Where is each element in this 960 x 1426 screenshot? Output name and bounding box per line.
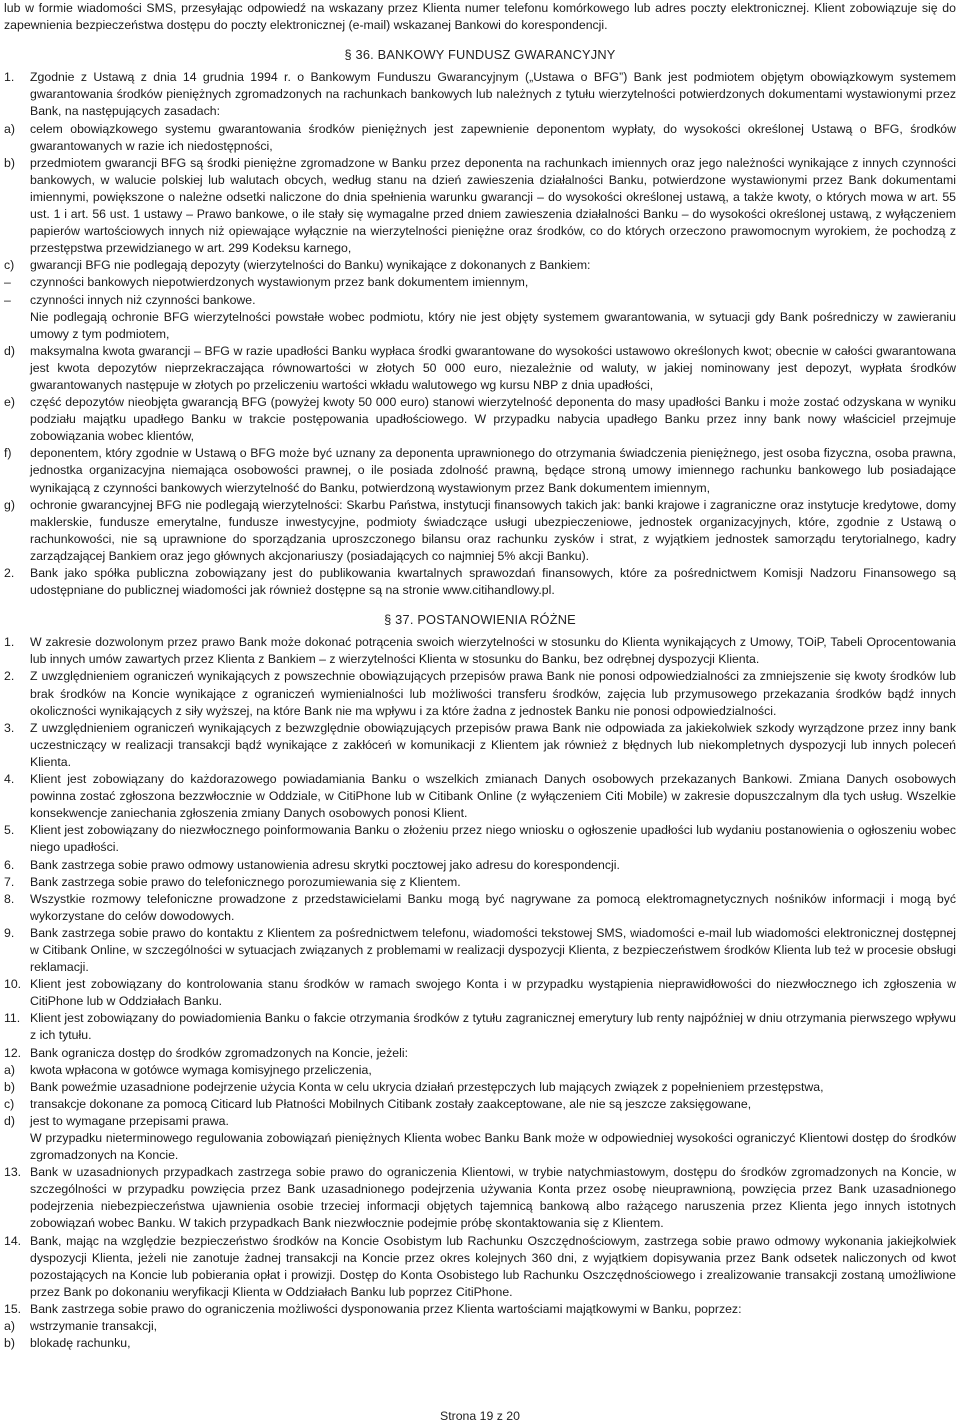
sub-text: gwarancji BFG nie podlegają depozyty (wierzytelności do Banku) wynikające z dokonanych z Bankiem: bbox=[30, 258, 591, 273]
item-number: 12. bbox=[4, 1045, 22, 1060]
s37-item-12 bbox=[4, 1045, 956, 1062]
item-text: Bank zastrzega sobie prawo do ograniczenia możliwości dysponowania przez Klienta wartościami majątkowymi w Banku, poprzez: bbox=[30, 1301, 742, 1316]
item-number: 5. bbox=[4, 823, 15, 838]
item-text: Wszystkie rozmowy telefoniczne prowadzone z przedstawicielami Banku mogą być nagrywane za pomocą elektromagnetycznych nośników informacji i mogą być wykorzystane do celów dowodowych. bbox=[30, 891, 956, 923]
item-text: Bank zastrzega sobie prawo do kontaktu z Klientem za pośrednictwem telefonu, wiadomości tekstowej SMS, wiadomości e-mail lub wiadomości elektronicznej dostępnej w Citibank Online, w szczególności w sytuacjach związanych z problemami w realizacji dyspozycji Klienta, z bezpieczeństwem środków Klienta lub też w procesie obsługi reklamacji. bbox=[30, 925, 956, 975]
sub-letter: a) bbox=[4, 1319, 15, 1334]
item-text: Bank zastrzega sobie prawo odmowy ustanowienia adresu skrytki pocztowej jako adresu do korespondencji. bbox=[30, 857, 620, 872]
section-37-title: § 37. POSTANOWIENIA RÓŻNE bbox=[384, 612, 576, 628]
item-text: Z uwzględnieniem ograniczeń wynikających z bezwzględnie obowiązujących przepisów prawa Bank nie odpowiada za jakiekolwiek szkody wyrządzone przez inny bank uczestniczący w realizacji transakcji bądź wynikające z zakłóceń w komunikacji z Klientem jak również z błędnych lub niekompletnych dyspozycji lub innych poleceń Klienta. bbox=[30, 720, 956, 769]
sub-item bbox=[4, 1318, 956, 1335]
sub-item bbox=[4, 1113, 956, 1130]
dash-bullet: – bbox=[4, 275, 11, 290]
list-item bbox=[4, 634, 956, 668]
sub-letter: d) bbox=[4, 1113, 15, 1128]
sub-text: maksymalna kwota gwarancji – BFG w razie upadłości Banku wypłaca środki gwarantowane do wysokości ustawowo określonych kwot; obecnie w całości gwarantowana jest kwota depozytów nieprzekraczająca równowartości w złotych 50 000 euro, niezależnie od waluty, w jakiej nominowany jest depozyt, wypłata środków gwarantowanych następuje w złotych po przeliczeniu wartości wkładu walutowego wg kursu NBP z dnia upadłości, bbox=[30, 343, 956, 392]
item-text: Bank, mając na względzie bezpieczeństwo środków na Koncie Osobistym lub Rachunku Oszczędnościowym, zastrzega sobie prawo odmowy wykonania jakiejkolwiek dyspozycji Klienta, jeżeli nie zanotuje żadnej transakcji na Koncie przez okres kolejnych 360 dni, z wyjątkiem dopisywania przez Bank odsetek naliczonych od kwot pozostających na Koncie lub pobierania opłat i prowizji. Dostęp do Konta Osobistego lub Rachunku Oszczędnościowego i zrealizowanie transakcji zostaną umożliwione przez Bank po dokonaniu weryfikacji Klienta w Oddziałach Banku lub poprzez CitiPhone. bbox=[30, 1233, 956, 1299]
sub-text: deponentem, który zgodnie w Ustawą o BFG może być uznany za deponenta uprawnionego do otrzymania świadczenia pieniężnego, jest osoba fizyczna, osoba prawna, jednostka organizacyjna niemająca osobowości prawnej, o ile posiada zdolność prawną, będące stroną umowy imiennego rachunku bankowego lub posiadające wynikającą z czynności bankowych wierzytelność do Banku, potwierdzoną wystawionym przez Bank dokumentem imiennym, bbox=[30, 446, 956, 495]
list-item bbox=[4, 822, 956, 856]
item-number: 11. bbox=[4, 1011, 21, 1026]
s36-sub-d bbox=[4, 343, 956, 394]
sub-text: ochronie gwarancyjnej BFG nie podlegają wierzytelności: Skarbu Państwa, instytucji finansowych takich jak: banki krajowe i zagraniczne oraz instytucje kredytowe, domy maklerskie, fundusze emerytalne, fundusze inwestycyjne, podmioty świadczące usługi ubezpieczeniowe, jednostek organizacyjnych, które, zgodnie z Ustawą o rachunkowości, nie są uprawnione do sporządzania uproszczonego bilansu oraz rachunku zysków i strat, z wyjątkiem jednostek samorządu terytorialnego, kadry zarządzającej Bankiem oraz jego głównych akcjonariuszy (posiadających co najmniej 5% akcji Banku). bbox=[30, 497, 956, 563]
s37-list-part-1 bbox=[4, 634, 956, 1044]
item-number: 9. bbox=[4, 925, 15, 940]
s37-item-12-note: W przypadku nieterminowego regulowania zobowiązań pieniężnych Klienta wobec Banku Bank może w odpowiedniej wysokości ograniczyć Klientowi dostęp do środków zgromadzonych na Koncie. bbox=[30, 1131, 956, 1163]
page-number: Strona 19 z 20 bbox=[440, 1409, 520, 1423]
sub-letter: g) bbox=[4, 497, 15, 512]
sub-text: kwota wpłacona w gotówce wymaga komisyjnego przeliczenia, bbox=[30, 1062, 372, 1077]
list-item bbox=[4, 720, 956, 771]
document-page bbox=[4, 0, 956, 1352]
item-number: 13. bbox=[4, 1165, 22, 1180]
list-item bbox=[4, 857, 956, 874]
item-text: Zgodnie z Ustawą z dnia 14 grudnia 1994 r. o Bankowym Funduszu Gwarancyjnym („Ustawa o BFG”) Bank jest podmiotem objętym obowiązkowym systemem gwarantowania środków pieniężnych zgromadzonych na rachunkach bankowych lub należnych z tytułu wierzytelności potwierdzonych dokumentami wystawionymi przez Bank, na następujących zasadach: bbox=[30, 70, 956, 119]
sub-text: przedmiotem gwarancji BFG są środki pieniężne zgromadzone w Banku przez deponenta na rachunkach imiennych oraz jego należności wynikające z innych czynności bankowych, w walucie polskiej lub walutach obcych, według stanu na dzień zawieszenia działalności Banku, potwierdzone wystawionymi przez Bank dokumentami imiennymi, powiększone o należne odsetki naliczone do dnia spełnienia warunku gwarancji – do wysokości określonej ustawą, a także kwoty, o których mowa w art. 55 ust. 1 i art. 56 ust. 1 ustawy – Prawo bankowe, o ile stały się wymagalne przed dniem zawieszenia działalności Banku – do wysokości określonej ustawą, z wyłączeniem papierów wartościowych innych niż opiewające wyłącznie na wierzytelności pieniężne oraz środków, co do których orzeczono prawomocnym wyrokiem, że pochodzą z przestępstwa przewidzianego w art. 299 Kodeksu karnego, bbox=[30, 155, 956, 256]
item-text: Klient jest zobowiązany do niezwłocznego poinformowania Banku o złożeniu przez niego wniosku o ogłoszenie upadłości lub wydaniu postanowienia o ogłoszeniu wobec niego upadłości. bbox=[30, 823, 956, 855]
item-text: Bank ogranicza dostęp do środków zgromadzonych na Koncie, jeżeli: bbox=[30, 1045, 409, 1060]
sub-text: czynności innych niż czynności bankowe. bbox=[30, 292, 256, 307]
s36-dash-2 bbox=[4, 292, 956, 309]
sub-item bbox=[4, 1335, 956, 1352]
s37-item-12-subs bbox=[4, 1062, 956, 1130]
item-text: W zakresie dozwolonym przez prawo Bank może dokonać potrącenia swoich wierzytelności w stosunku do Klienta wynikających z Umowy, TOiP, Tabeli Oprocentowania lub innych umów zawartych przez Klienta z Bankiem – z wierzytelności Klienta w stosunku do Banku, bez odrębnej dyspozycji Klienta. bbox=[30, 635, 956, 667]
sub-letter: a) bbox=[4, 121, 15, 136]
s36-sub-g bbox=[4, 497, 956, 565]
sub-text: celem obowiązkowego systemu gwarantowania środków pieniężnych jest zapewnienie deponentom wypłaty, do wysokości określonej Ustawą o BFG, środków gwarantowanych w razie ich niedostępności, bbox=[30, 121, 956, 153]
item-text: Bank zastrzega sobie prawo do telefonicznego porozumiewania się z Klientem. bbox=[30, 874, 461, 889]
sub-letter: b) bbox=[4, 1336, 15, 1351]
item-number: 8. bbox=[4, 891, 15, 906]
sub-text: czynności bankowych niepotwierdzonych wystawionym przez bank dokumentem imiennym, bbox=[30, 275, 529, 290]
dash-bullet: – bbox=[4, 292, 11, 307]
sub-text: Bank poweźmie uzasadnione podejrzenie użycia Konta w celu ukrycia działań przestępczych lub mających związek z popełnieniem przestępstwa, bbox=[30, 1079, 824, 1094]
s36-c-note: Nie podlegają ochronie BFG wierzytelności powstałe wobec podmiotu, który nie jest objęty systemem gwarantowania, w sytuacji gdy Bank pośredniczy w zawieraniu umowy z tym podmiotem, bbox=[30, 309, 956, 341]
list-item bbox=[4, 1233, 956, 1301]
sub-letter: e) bbox=[4, 395, 15, 410]
sub-text: wstrzymanie transakcji, bbox=[30, 1319, 158, 1334]
section-36-title: § 36. BANKOWY FUNDUSZ GWARANCYJNY bbox=[344, 47, 616, 63]
s37-list-part-2 bbox=[4, 1164, 956, 1301]
item-text: Klient jest zobowiązany do powiadomienia Banku o fakcie otrzymania środków z tytułu zagranicznej emerytury lub renty najpóźniej w dniu otrzymania pierwszego wpływu z ich tytułu. bbox=[30, 1011, 956, 1043]
sub-letter: b) bbox=[4, 155, 15, 170]
item-text: Bank jako spółka publiczna zobowiązany jest do publikowania kwartalnych sprawozdań finansowych, które za pośrednictwem Komisji Nadzoru Finansowego są udostępniane do publicznej wiadomości jak również dostępne są na stronie www.citihandlowy.pl. bbox=[30, 566, 956, 598]
sub-item bbox=[4, 1096, 956, 1113]
list-item bbox=[4, 1010, 956, 1044]
s36-sub-e bbox=[4, 394, 956, 445]
sub-letter: a) bbox=[4, 1062, 15, 1077]
s37-item-15-subs bbox=[4, 1318, 956, 1352]
item-text: Klient jest zobowiązany do każdorazowego powiadamiania Banku o wszelkich zmianach Danych osobowych przekazanych Bankowi. Zmiana Danych osobowych powinna zostać zgłoszona bezzwłocznie w Oddziale, w CitiPhone lub w Citibank Online (z wyłączeniem Citi Mobile) w zakresie dopuszczalnym dla tych usług. Wszelkie konsekwencje zaniechania zgłoszenia zmiany Danych osobowych ponosi Klient. bbox=[30, 772, 956, 821]
list-item bbox=[4, 668, 956, 719]
list-item bbox=[4, 891, 956, 925]
s37-item-15 bbox=[4, 1301, 956, 1318]
item-number: 2. bbox=[4, 566, 15, 580]
intro-paragraph: lub w formie wiadomości SMS, przesyłając odpowiedź na wskazany przez Klienta numer telefonu komórkowego lub adres poczty elektronicznej. Klient zobowiązuje się do zapewnienia bezpieczeństwa dostępu do poczty elektronicznej (e-mail) wskazanej Bankowi do korespondencji. bbox=[4, 1, 956, 33]
list-item bbox=[4, 976, 956, 1010]
item-number: 3. bbox=[4, 720, 15, 735]
sub-letter: b) bbox=[4, 1079, 15, 1094]
s36-item-2 bbox=[4, 565, 956, 599]
list-item bbox=[4, 1164, 956, 1232]
item-number: 4. bbox=[4, 772, 15, 787]
item-number: 1. bbox=[4, 70, 15, 85]
sub-text: transakcje dokonane za pomocą Citicard lub Płatności Mobilnych Citibank zostały zaakceptowane, ale nie są jeszcze zaksięgowane, bbox=[30, 1096, 752, 1111]
s36-dash-1 bbox=[4, 274, 956, 291]
item-text: Z uwzględnieniem ograniczeń wynikających z powszechnie obowiązujących przepisów prawa Bank nie ponosi odpowiedzialności za zmniejszenie się kwoty środków lub brak środków na Koncie wynikające z ograniczeń wymienialności lub możliwości transferu środków, zajęcia lub przymusowego przekazania środków bądź innych okoliczności wynikających z siły wyższej, na które Bank nie ma wpływu i za które żadna z jednostek Banku nie ponosi odpowiedzialności. bbox=[30, 669, 956, 718]
sub-letter: c) bbox=[4, 258, 15, 273]
list-item bbox=[4, 874, 956, 891]
s36-sub-a bbox=[4, 121, 956, 155]
item-number: 2. bbox=[4, 669, 15, 684]
sub-text: część depozytów nieobjęta gwarancją BFG (powyżej kwoty 50 000 euro) stanowi wierzytelność deponenta do masy upadłości Banku i może zostać odzyskana w wyniku podziału majątku upadłego Banku w trakcie postępowania upadłościowego. W przypadku nabycia upadłego Banku przez inny bank nowy właściciel przejmuje zobowiązania wobec klientów, bbox=[30, 395, 956, 444]
item-text: Klient jest zobowiązany do kontrolowania stanu środków w ramach swojego Konta i w przypadku wystąpienia nieprawidłowości do niezwłocznego ich zgłoszenia w CitiPhone lub w Oddziałach Banku. bbox=[30, 977, 956, 1009]
s36-sub-f bbox=[4, 445, 956, 496]
s36-item-1 bbox=[4, 69, 956, 120]
item-text: Bank w uzasadnionych przypadkach zastrzega sobie prawo do ograniczenia Klientowi, w trybie natychmiastowym, dostępu do środków zgromadzonych na Koncie, w szczególności w przypadku powzięcia przez Bank uzasadnionego podejrzenia używania Konta przez osobę nieuprawnioną, powzięcia przez Bank uzasadnionego podejrzenia niebezpieczeństwa ujawnienia osobie trzeciej informacji objętych tajemnicą bankową albo rażącego naruszenia przez Klienta jego innych istotnych zobowiązań wobec Banku. W takich przypadkach Bank niezwłocznie podejmie próbę skontaktowania się z Klientem. bbox=[30, 1165, 956, 1231]
item-number: 14. bbox=[4, 1233, 22, 1248]
s36-sub-b bbox=[4, 155, 956, 258]
s36-sub-c bbox=[4, 257, 956, 274]
sub-letter: f) bbox=[4, 446, 12, 461]
sub-letter: c) bbox=[4, 1096, 15, 1111]
item-number: 7. bbox=[4, 874, 15, 889]
item-number: 10. bbox=[4, 977, 22, 992]
sub-item bbox=[4, 1062, 956, 1079]
sub-text: jest to wymagane przepisami prawa. bbox=[30, 1113, 229, 1128]
list-item bbox=[4, 771, 956, 822]
list-item bbox=[4, 925, 956, 976]
sub-item bbox=[4, 1079, 956, 1096]
sub-text: blokadę rachunku, bbox=[30, 1336, 131, 1351]
item-number: 15. bbox=[4, 1301, 22, 1316]
sub-letter: d) bbox=[4, 343, 15, 358]
item-number: 6. bbox=[4, 857, 15, 872]
item-number: 1. bbox=[4, 635, 15, 650]
